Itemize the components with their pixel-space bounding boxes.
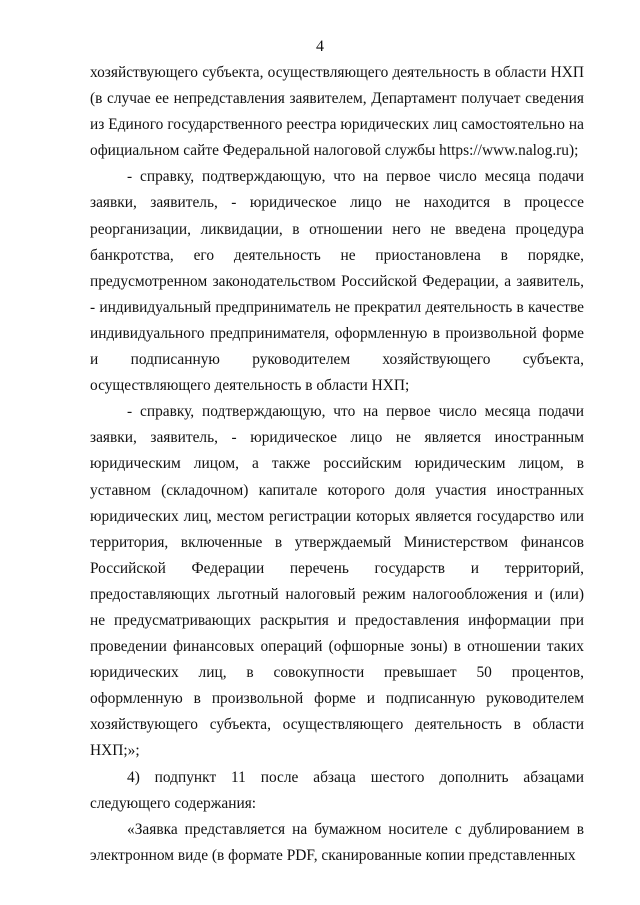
- paragraph-foreign-entity-certificate: - справку, подтверждающую, что на первое число месяца подачи заявки, заявитель, - юридическое лицо не является иностранным юридическим лицом, а также российским юридическим лицом, в уставном (складочном) капитале которого доля участия иностранных юридических лиц, местом регистрации которых является государство или территория, включенные в утверждаемый Министерством финансов Российской Федерации перечень государств и территорий, предоставляющих льготный налоговый режим налогообложения и (или) не предусматривающих раскрытия и предоставления информации при проведении финансовых операций (офшорные зоны) в отношении таких юридических лиц, в совокупности превышает 50 процентов, оформленную в произвольной форме и подписанную руководителем хозяйствующего субъекта, осуществляющего деятельность в области НХП;»;: [90, 403, 584, 760]
- paragraph-amendment-item-4: 4) подпункт 11 после абзаца шестого дополнить абзацами следующего содержания:: [90, 768, 584, 812]
- paragraph-continuation: хозяйствующего субъекта, осуществляющего деятельность в области НХП (в случае ее непредставления заявителем, Департамент получает сведения из Единого государственного реестра юридических лиц самостоятельно на официальном сайте Федеральной налоговой службы https://www.nalog.ru);: [90, 64, 584, 160]
- page-number: 4: [316, 38, 324, 55]
- document-body: [90, 60, 584, 869]
- paragraph-reorganization-certificate: - справку, подтверждающую, что на первое число месяца подачи заявки, заявитель, - юридическое лицо не находится в процессе реорганизации, ликвидации, в отношении него не введена процедура банкротства, его деятельность не приостановлена в порядке, предусмотренном законодательством Российской Федерации, а заявитель, - индивидуальный предприниматель не прекратил деятельность в качестве индивидуального предпринимателя, оформленную в произвольной форме и подписанную руководителем хозяйствующего субъекта, осуществляющего деятельность в области НХП;: [90, 168, 584, 395]
- paragraph-application-submission: «Заявка представляется на бумажном носителе с дублированием в электронном виде (в формате PDF, сканированные копии представленных: [90, 820, 584, 864]
